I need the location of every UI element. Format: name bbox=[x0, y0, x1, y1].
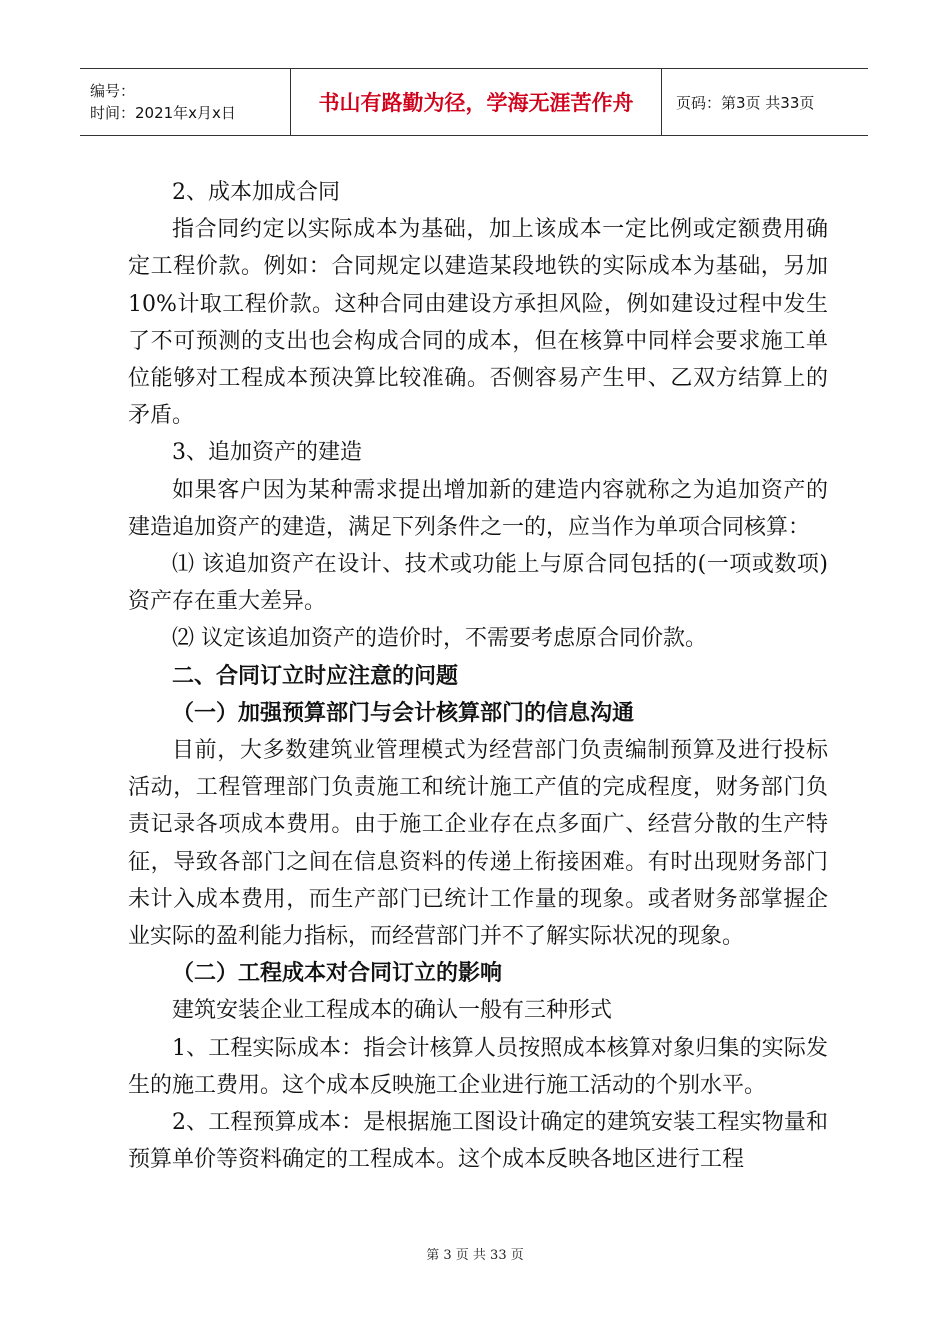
page-header bbox=[80, 68, 868, 136]
header-motto: 书山有路勤为径，学海无涯苦作舟 bbox=[291, 69, 662, 136]
paragraph: 3、追加资产的建造 bbox=[172, 440, 362, 466]
paragraph: 2、成本加成合同 bbox=[172, 180, 340, 205]
section-heading: （二）工程成本对合同订立的影响 bbox=[172, 961, 503, 987]
number-label: 编号： bbox=[90, 82, 136, 100]
section-heading: 二、合同订立时应注意的问题 bbox=[172, 663, 459, 689]
time-label: 时间：2021年x月x日 bbox=[90, 104, 236, 122]
paragraph: ⑵ 议定该追加资产的造价时，不需要考虑原合同价款。 bbox=[172, 626, 707, 652]
section-heading: （一）加强预算部门与会计核算部门的信息沟通 bbox=[172, 700, 635, 726]
paragraph: 建筑安装企业工程成本的确认一般有三种形式 bbox=[172, 998, 613, 1024]
paragraph: 指合同约定以实际成本为基础，加上该成本一定比例或定额费用确定工程价款。例如：合同规定以建造某段地铁的实际成本为基础，另加10%计取工程价款。这种合同由建设方承担风险，例如建设过程中发生了不可预测的支出也会构成合同的成本，但在核算中同样会要求施工单位能够对工程成本预决算比较准确。否侧容易产生甲、乙双方结算上的矛盾。 bbox=[128, 217, 828, 429]
paragraph: 2、工程预算成本：是根据施工图设计确定的建筑安装工程实物量和预算单价等资料确定的工程成本。这个成本反映各地区进行工程 bbox=[128, 1110, 828, 1173]
paragraph: 1、工程实际成本：指会计核算人员按照成本核算对象归集的实际发生的施工费用。这个成本反映施工企业进行施工活动的个别水平。 bbox=[128, 1035, 828, 1098]
paragraph: 目前，大多数建筑业管理模式为经营部门负责编制预算及进行投标活动，工程管理部门负责施工和统计施工产值的完成程度，财务部门负责记录各项成本费用。由于施工企业存在点多面广、经营分散的生产特征，导致各部门之间在信息资料的传递上衔接困难。有时出现财务部门未计入成本费用，而生产部门已统计工作量的现象。或者财务部掌握企业实际的盈利能力指标，而经营部门并不了解实际状况的现象。 bbox=[128, 738, 828, 950]
page-footer: 第 3 页 共 33 页 bbox=[426, 1248, 524, 1263]
paragraph: 如果客户因为某种需求提出增加新的建造内容就称之为追加资产的建造追加资产的建造，满足下列条件之一的，应当作为单项合同核算： bbox=[128, 477, 828, 540]
document-body bbox=[128, 174, 828, 1178]
header-meta bbox=[80, 69, 291, 136]
paragraph: ⑴ 该追加资产在设计、技术或功能上与原合同包括的(一项或数项)资产存在重大差异。 bbox=[128, 552, 828, 615]
header-page-info: 页码：第3页 共33页 bbox=[662, 69, 869, 136]
